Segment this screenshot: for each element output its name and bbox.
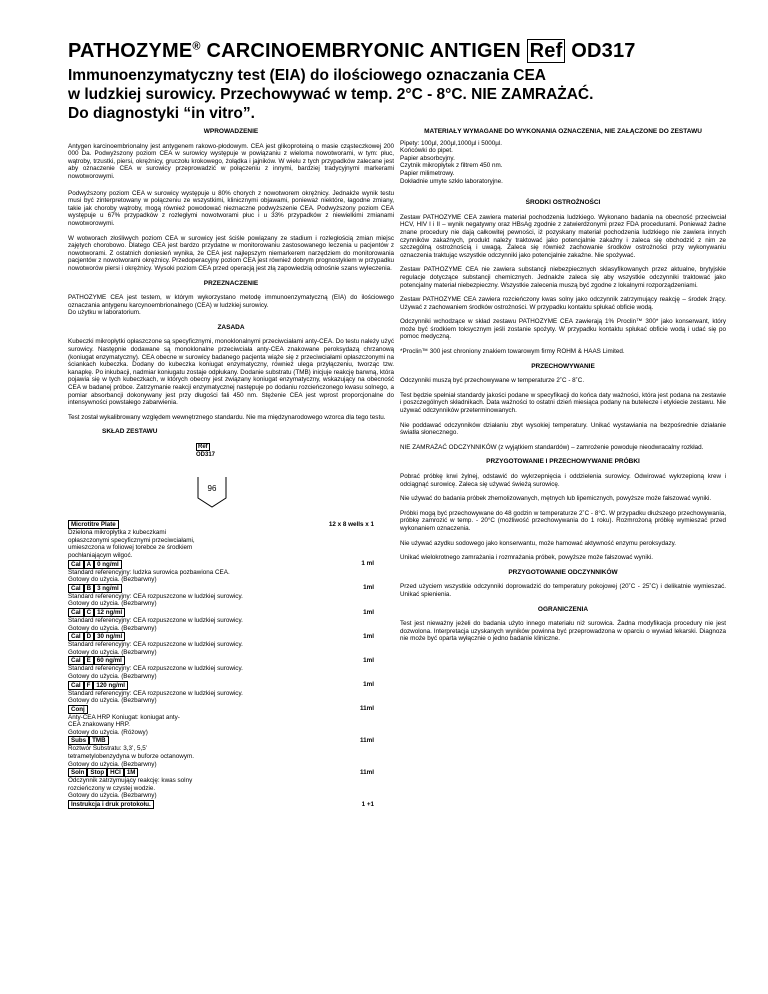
kit-item-description: Dzielona mikropłytka z kubeczkami opłaszczonymi specyficznymi przeciwciałami, umieszczona w foliowej torebce ze środkiem pochłaniającym wilgoć. (68, 529, 195, 559)
kit-code: OD317 (196, 452, 216, 458)
subtitle-line-3: Do diagnostyki “in vitro”. (68, 105, 255, 122)
kit-item-description: Roztwór Substratu: 3,3’, 5,5’ tetrametylobenzydyna w buforze octanowym. Gotowy do użycia. (Bezbarwny) (68, 745, 194, 768)
safety-paragraph-3: Zestaw PATHOZYME CEA zawiera rozcieńczony kwas solny jako odczynnik zatrzymujący reakcję – środek żrący. Używać z zachowaniem środków ostrożności. W przypadku kontaktu spłukać obficie wodą. (400, 296, 726, 311)
test-count-value: 96 (207, 483, 217, 493)
kit-item-label3: 60 ng/ml (94, 656, 125, 665)
samples-paragraph-3: Próbki mogą być przechowywane do 48 godzin w temperaturze 2˚C - 8°C. W przypadku dłuższego przechowywania, próbkę zamrozić w temp. - 20°C (możliwość przechowywania do 1 roku). Rozmrożoną próbkę wymieszać przed wykonaniem oznaczenia. (400, 509, 726, 532)
title-analyte: CARCINOEMBRYONIC ANTIGEN (200, 40, 527, 62)
subtitle-line-1: Immunoenzymatyczny test (EIA) do ilościowego oznaczania CEA (68, 67, 547, 84)
samples-paragraph-5: Unikać wielokrotnego zamrażania i rozmrażania próbek, powyższe może fałszować wyniki. (400, 554, 654, 562)
standard-paragraph: Test został wykalibrowany względem wewnętrznego standardu. Nie ma międzynarodowego wzorca dla tego testu. (68, 413, 386, 421)
storage-paragraph-2: Test będzie spełniał standardy jakości podane w specyfikacji do końca daty ważności, która jest podana na zestawie i poszczególnych składnikach. Data ważności to ostatni dzień miesiąca podany na butelecze i etykiecie zestawu. Nie używać odczynników przeterminowanych. (400, 391, 726, 415)
left-column (68, 128, 394, 809)
kit-list (68, 520, 394, 809)
kit-item-label3: 3 ng/ml (94, 584, 122, 593)
kit-item-label2: E (84, 656, 94, 665)
title-ref-box: Ref (527, 39, 566, 63)
kit-item-quantity: 11ml (359, 737, 374, 745)
intended-use-paragraph: PATHOZYME CEA jest testem, w którym wykorzystano metodę immunoenzymatyczną (EIA) do ilościowego oznaczania antygenu karcynoembrionalnego (CEA) w ludzkiej surowicy. Do użytku w laboratorium. (68, 294, 394, 317)
kit-item-description: Standard referencyjny: CEA rozpuszczone w ludzkiej surowicy. Gotowy do użycia. (Bezbarwny) (68, 592, 243, 608)
kit-item-label: Instrukcja i druk protokołu. (68, 800, 154, 809)
kit-item-quantity: 11ml (359, 705, 374, 713)
kit-item-quantity: 1ml (363, 681, 374, 689)
kit-item-label: Microtitre Plate (68, 520, 119, 529)
storage-paragraph-3: Nie poddawać odczynników działaniu zbyt wysokiej temperatury. Unikać wystawiania na bezpośrednie działanie światła słonecznego. (400, 421, 726, 437)
kit-item (68, 705, 394, 714)
kit-item-description: Standard referencyjny: CEA rozpuszczone w ludzkiej surowicy. Gotowy do użycia. (Bezbarwny) (68, 689, 243, 705)
kit-item-label3: 120 ng/ml (93, 681, 128, 690)
heading-kit-contents: SKŁAD ZESTAWU (102, 428, 158, 436)
principle-paragraph: Kubeczki mikropłytki opłaszczone są specyficznymi, monoklonalnymi przeciwciałami anty-CEA. Do testu należy użyć surowicy. Następnie dodawane są monoklonalne przeciwciała anty-CEA znakowane peroksydazą chrzanową (koniugat enzymatyczny). CEA obecne w surowicy badanego pacjenta wiąże się z przeciwciałami opłaszczonymi na ściankach kubeczka. Dodany do kubeczka koniugat enzymatyczny, również ulega przyłączeniu, tworząc tzw. kanapkę. Po inkubacji, nadmiar koniugatu zostaje odpłukany. Dodanie substratu (TMB) inicjuje reakcję barwną, która pojawia się w tych kubeczkach, w których obecny jest związany koniugat enzymatyczny, wskazujący na obecność CEA w badanej próbce. Zatrzymanie reakcji enzymatycznej następuje po dodaniu rozcieńczonego kwasu solnego, a pomiar absorbancji dokonywany jest przy długości fali 450 nm. Stężenie CEA jest wprost proporcjonalne do intensywności powstałego zabarwienia. (68, 338, 394, 407)
kit-item-label3: 30 ng/ml (94, 632, 125, 641)
safety-paragraph-5: *Proclin™ 300 jest chroniony znakiem towarowym firmy ROHM & HAAS Limited. (400, 348, 625, 356)
kit-item-label: Cal (68, 656, 84, 665)
heading-principle: ZASADA (217, 323, 245, 331)
kit-item-label2: F (84, 681, 94, 690)
samples-paragraph-1: Pobrać próbkę krwi żylnej, odstawić do wykrzepnięcia i oddzielenia surowicy. Odwirować wykrzepioną krew i odciągnąć surowicę. Zaleca się używać świeżą surowicę. (400, 473, 726, 488)
heading-intended-use: PRZEZNACZENIE (203, 279, 259, 287)
kit-item (68, 736, 394, 745)
safety-paragraph-4: Odczynniki wchodzące w skład zestawu PATHOZYME CEA zawierają 1% Proclin™ 300* jako konserwant, który może być środkiem toksycznym jeśli zostanie spożyty. W przypadku kontaktu spłukać obficie wodą i udać się po pomoc medyczną. (400, 318, 726, 341)
document-title (68, 40, 636, 63)
registered-mark: ® (192, 40, 201, 53)
title-code: OD317 (565, 40, 636, 62)
intro-paragraph-1: Antygen karcinoembrionalny jest antygenem rakowo-płodowym. CEA jest glikoproteiną o masie cząsteczkowej 200 000 Da. Podwyższony poziom CEA w surowicy występuje w powiązaniu z wieloma nowotworami, w tym: płuc, wątroby, trzustki, piersi, okrężnicy, gruczołu krokowego, żołądka i jajników. W wielu z tych przypadków zalecane jest aby oznaczenie CEA w surowicy przeprowadzić w połączeniu z innymi, bardziej tradycyjnymi markerami nowotworowymi. (68, 142, 394, 180)
kit-ref-label (68, 443, 394, 460)
materials-list: Pipety: 100µl, 200µl,1000µl i 5000µl. Końcówki do pipet. Papier absorbcyjny. Czytnik mikropłytek z filtrem 450 nm. Papier milimetrowy. Dokładnie umyte szkło laboratoryjne. (400, 139, 503, 185)
heading-materials: MATERIAŁY WYMAGANE DO WYKONANIA OZNACZENIA, NIE ZAŁĄCZONE DO ZESTAWU (424, 128, 702, 135)
limitations-paragraph: Test jest nieważny jeżeli do badania użyto innego materiału niż surowica. Żadna modyfikacja procedury nie jest dozwolona. Interpretacja uzyskanych wyników powinna być przeprowadzona w oparciu o wywiad lekarski. Diagnoza nie może być oparta wyłącznie o jedno badanie kliniczne. (400, 620, 726, 643)
kit-item-label2: Stop (87, 768, 107, 777)
heading-introduction: WPROWADZENIE (203, 128, 259, 135)
kit-item-description: Standard referencyjny: ludzka surowica pozbawiona CEA. Gotowy do użycia. (Bezbarwny) (68, 568, 230, 584)
kit-item-quantity: 1ml (363, 584, 374, 592)
kit-item (68, 768, 394, 777)
kit-item-description: Anty-CEA HRP Koniugat: koniugat anty- CEA znakowany HRP. Gotowy do użycia. (Różowy) (68, 713, 180, 736)
kit-item-label2: TMB (89, 736, 108, 745)
document-subtitle (68, 66, 728, 123)
kit-item-label2: D (84, 632, 94, 641)
kit-item (68, 632, 394, 641)
test-count-icon (194, 474, 230, 510)
kit-item (68, 520, 394, 529)
kit-item-label2: A (84, 560, 94, 569)
samples-paragraph-2: Nie używać do badania próbek zhemolizowanych, mętnych lub lipemicznych, powyższe może fałszować wyniki. (400, 495, 712, 503)
kit-item-label3: 0 ng/ml (94, 560, 122, 569)
reagent-prep-paragraph: Przed użyciem wszystkie odczynniki doprowadzić do temperatury pokojowej (20˚C - 25˚C) i delikatnie wymieszać. Unikać spienienia. (400, 583, 726, 598)
kit-item-quantity: 1ml (363, 632, 374, 640)
heading-storage: PRZECHOWYWANIE (531, 362, 595, 370)
kit-item (68, 681, 394, 690)
kit-item-label: Conj (68, 705, 88, 714)
heading-safety: ŚRODKI OSTROŻNOŚCI (525, 199, 601, 207)
kit-item-label: Cal (68, 584, 84, 593)
kit-item-quantity: 1ml (363, 657, 374, 665)
kit-item (68, 560, 394, 569)
ref-symbol: Ref (198, 444, 208, 450)
kit-item-quantity: 1ml (363, 608, 374, 616)
kit-item-quantity: 12 x 8 wells x 1 (328, 520, 374, 528)
kit-item (68, 800, 394, 809)
kit-item-label4: 1M (124, 768, 139, 777)
kit-item (68, 608, 394, 617)
kit-item-label3: 12 ng/ml (94, 608, 125, 617)
kit-item-quantity: 1 +1 (361, 800, 374, 808)
kit-item-quantity: 11ml (359, 768, 374, 776)
heading-limitations: OGRANICZENIA (537, 605, 589, 613)
kit-item (68, 656, 394, 665)
heading-sample-prep: PRZYGOTOWANIE I PRZECHOWYWANIE PRÓBKI (486, 458, 640, 466)
kit-item-label: Soln (68, 768, 87, 777)
right-column (400, 128, 726, 650)
kit-item-description: Standard referencyjny: CEA rozpuszczone w ludzkiej surowicy. Gotowy do użycia. (Bezbarwny) (68, 665, 243, 680)
kit-item-quantity: 1 ml (361, 560, 374, 568)
storage-paragraph-1: Odczynniki muszą być przechowywane w temperaturze 2˚C - 8˚C. (400, 377, 585, 385)
intro-paragraph-3: W wotworach złośliwych poziom CEA w surowicy jest ściśle powiązany ze stadium i rozległością zmian miejsc zajętych chorobowo. Dlatego CEA jest bardzo przydatne w monitorowaniu zastosowanego leczenia u pacjentów z nowotworami. Z ostatnich doniesień wynika, że CEA jest najlepszym niemarkerem narzędziem do monitorowania pacjentów z nowotworami okrężnicy. Przedoperacyjny poziom CEA jest również dobrym prognostykiem w przypadku nowotworów piersi i okrężnicy. Wysoki poziom CEA przed operacją jest złą zapowiedzią odnośnie szans wyleczenia. (68, 234, 394, 272)
title-product: PATHOZYME (68, 40, 193, 62)
kit-item-label2: B (84, 584, 94, 593)
kit-item-label2: C (84, 608, 94, 617)
intro-paragraph-2: Podwyższony poziom CEA w surowicy występuje u 80% chorych z nowotworem okrężnicy. Jednakże wynik testu musi być zinterpretowany w połączeniu ze wszystkimi, klinicznymi objawami, ponieważ niektóre, łagodne zmiany, takie jak choroby wątroby, mogą również powodować nieznaczne podwyższenie CEA. Podwyższony poziom CEA występuje u 67% przypadków z rozległymi nowotworami płuc i u 33% przypadków z niewielkimi zmianami nowotworowymi. (68, 189, 394, 227)
kit-item-description: Odczynnik zatrzymujący reakcję: kwas solny rozcieńczony w czystej wodzie. Gotowy do użycia. (Bezbarwny) (68, 777, 193, 800)
safety-paragraph-1: Zestaw PATHOZYME CEA zawiera materiał pochodzenia ludzkiego. Wykonano badania na obecność przeciwciał HCV, HIV I i II – wynik negatywny oraz HBsAg zgodnie z zatwierdzonymi przez FDA procedurami. Ponieważ żadne znane procedury nie dają całkowitej pewności, iż pozyskany materiał pochodzenia ludzkiego nie zawiera innych czynników zakaźnych, produkt należy traktować jako potencjalnie zakaźny i zaleca się obchodzić z nim ze szczególną ostrożnością i uwagą. Zaleca się również zachowanie środków ostrożności przy wykonywaniu oznaczenia traktując wszystkie odczynniki jako potencjalnie zakaźne. Nie spożywać. (400, 213, 726, 259)
kit-item-description: Standard referencyjny: CEA rozpuszczone w ludzkiej surowicy. Gotowy do użycia. (Bezbarwny) (68, 616, 243, 632)
subtitle-line-2: w ludzkiej surowicy. Przechowywać w temp. 2°C - 8°C. NIE ZAMRAŻAĆ. (68, 86, 594, 103)
kit-item-label: Cal (68, 681, 84, 690)
heading-reagent-prep: PRZYGOTOWANIE ODCZYNNIKÓW (508, 568, 618, 576)
kit-item-label: Subs (68, 736, 89, 745)
kit-item-label: Cal (68, 560, 84, 569)
kit-item (68, 584, 394, 593)
kit-item-label: Cal (68, 608, 84, 617)
kit-item-label: Cal (68, 632, 84, 641)
samples-paragraph-4: Nie używać azydku sodowego jako konserwantu, może hamować aktywność enzymu peroksydazy. (400, 539, 677, 547)
safety-paragraph-2: Zestaw PATHOZYME CEA nie zawiera substancji niebezpiecznych sklasyfikowanych przez aktualne, brytyjskie regulacje dotyczące substancji chemicznych. Jednakże zaleca się aby wszystkie odczynniki traktować jako potencjalny materiał niebezpieczny. Wszystkie zalecenia muszą być zgodne z lokalnymi rozporządzeniami. (400, 266, 726, 289)
storage-paragraph-4: NIE ZAMRAŻAĆ ODCZYNNIKÓW (z wyjątkiem standardów) – zamrożenie powoduje nieodwracalny rozkład. (400, 443, 704, 451)
kit-item-description: Standard referencyjny: CEA rozpuszczone w ludzkiej surowicy. Gotowy do użycia. (Bezbarwny) (68, 641, 243, 656)
kit-item-label3: HCl (107, 768, 124, 777)
